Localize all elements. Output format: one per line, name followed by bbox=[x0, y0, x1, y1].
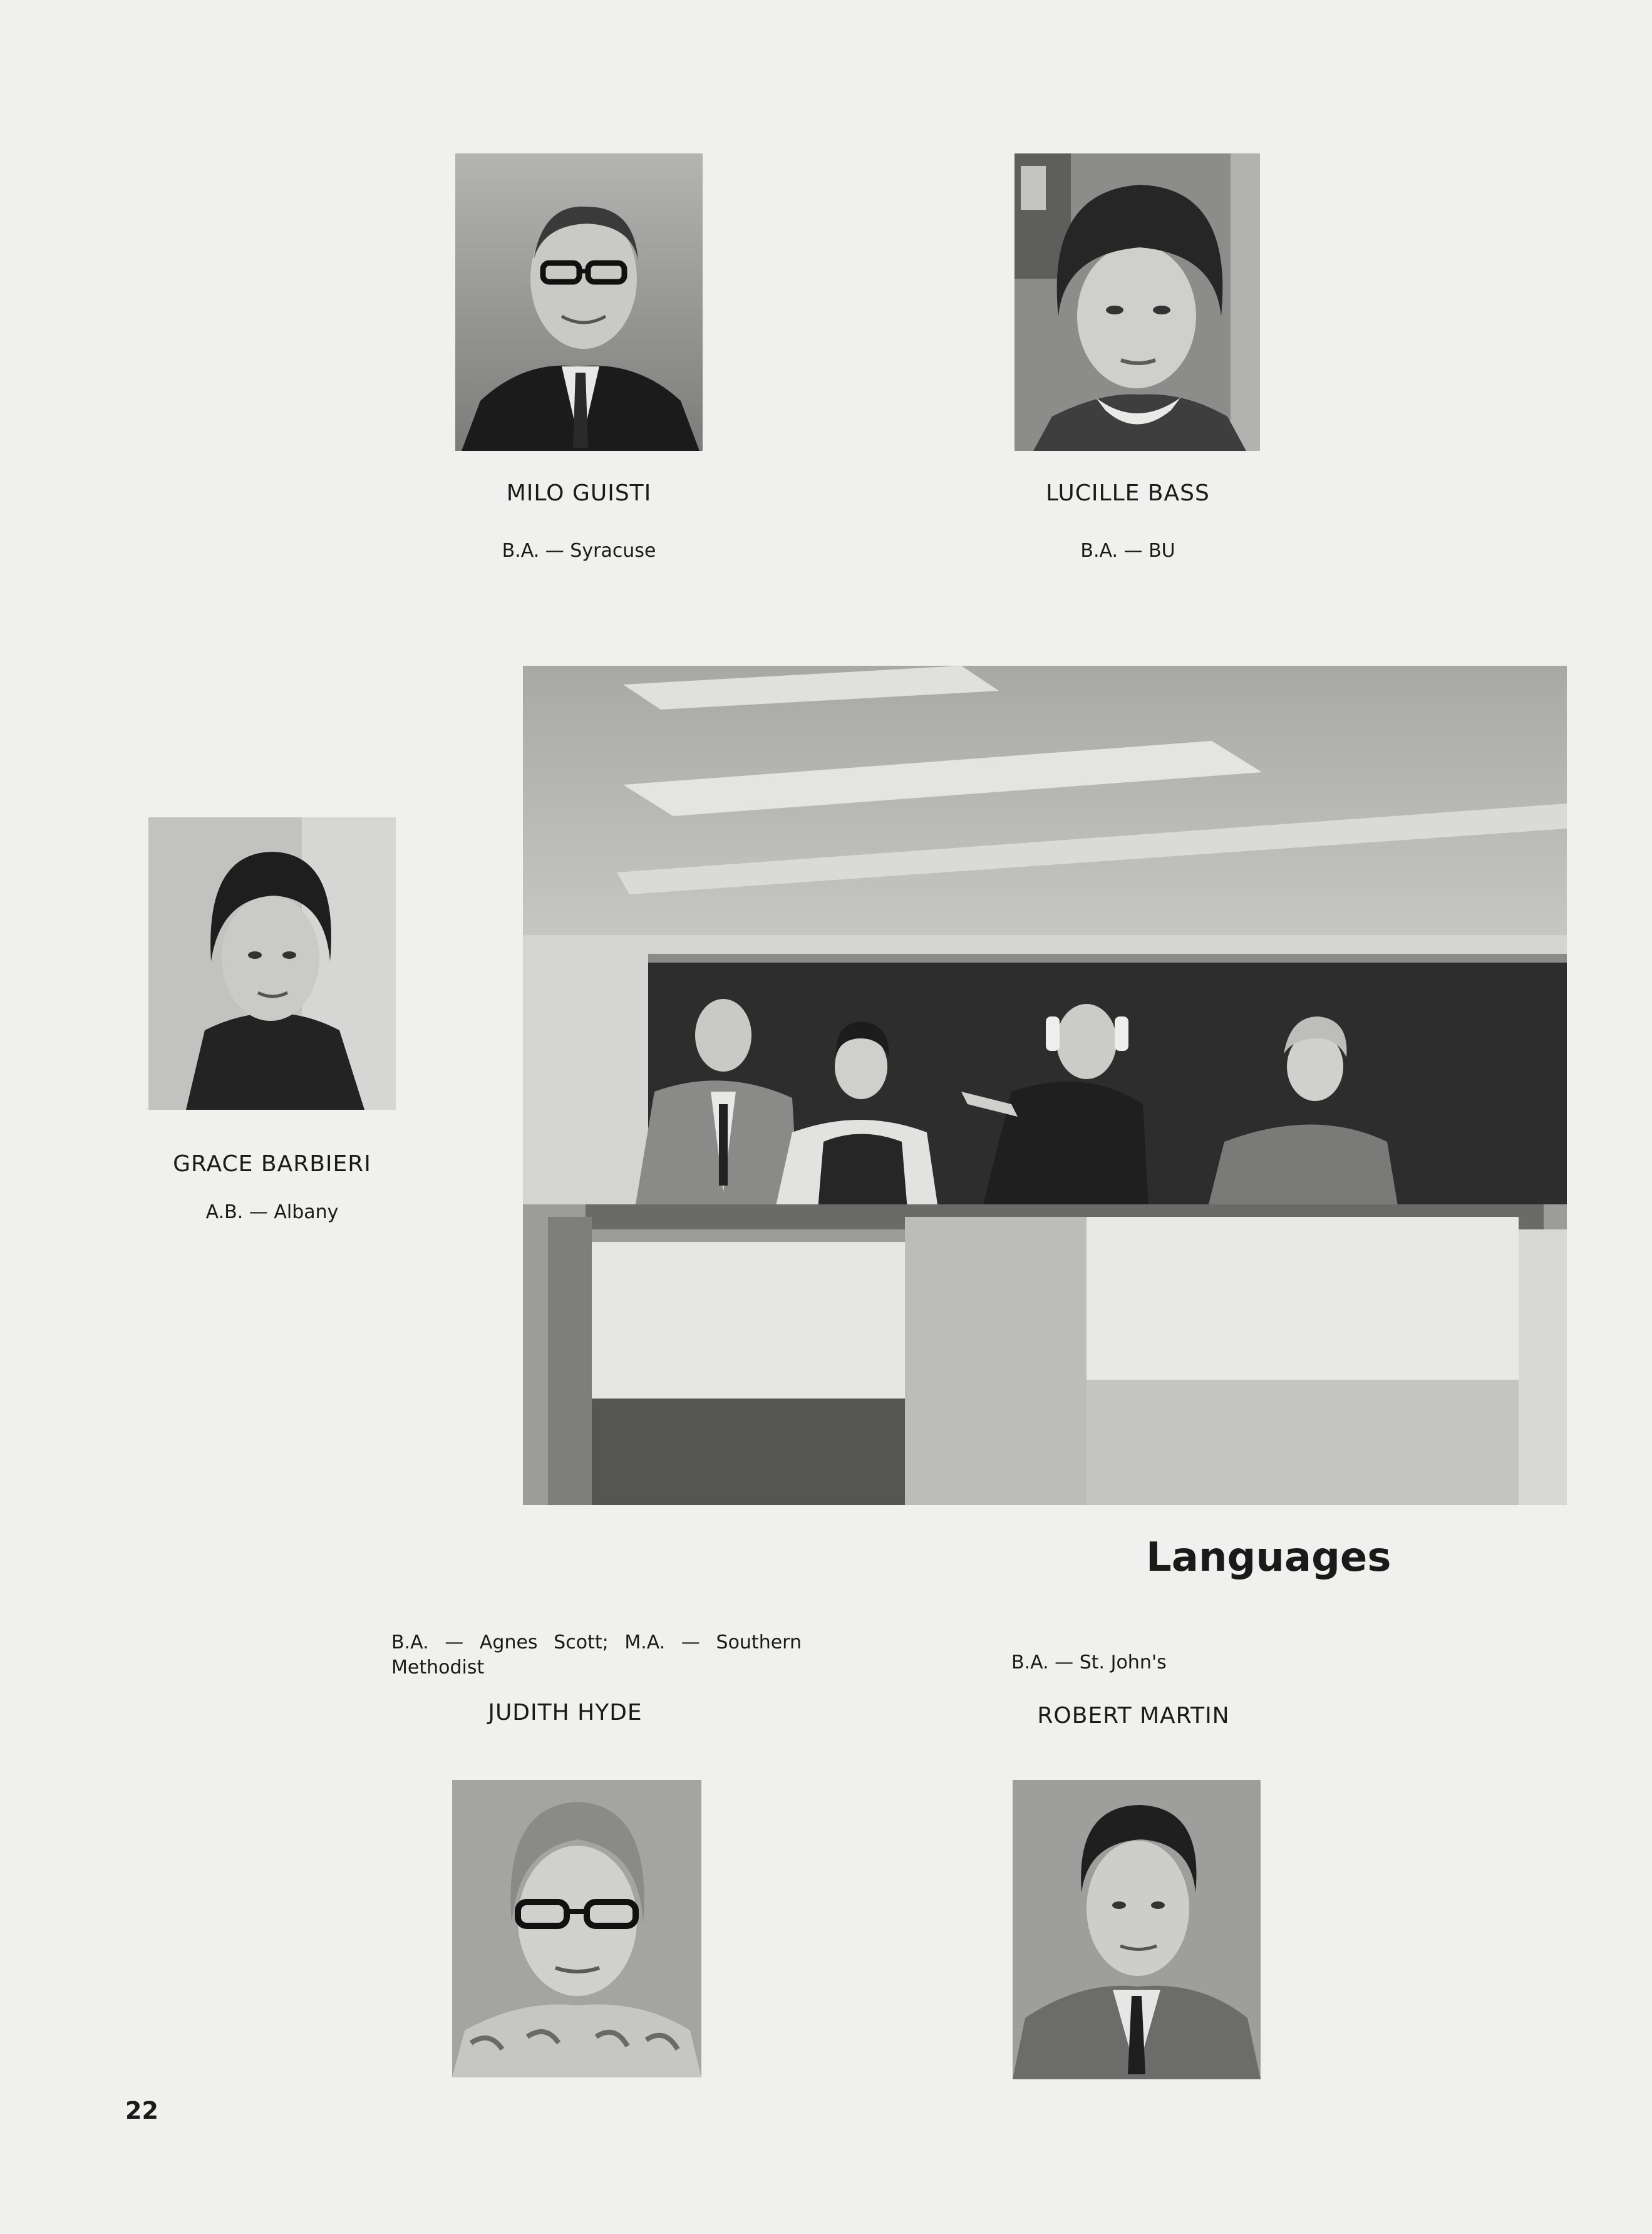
faculty-degree: B.A. — Agnes Scott; M.A. — Southern Methodist bbox=[391, 1632, 802, 1678]
faculty-degree: B.A. — BU bbox=[1080, 540, 1175, 562]
faculty-degree: B.A. — St. John's bbox=[1011, 1652, 1167, 1673]
portrait-lucille-bass bbox=[1014, 153, 1260, 451]
language-lab-group-photo bbox=[523, 666, 1567, 1505]
page-number: 22 bbox=[125, 2097, 158, 2124]
portrait-milo-guisti bbox=[455, 153, 703, 451]
faculty-name: GRACE BARBIERI bbox=[173, 1151, 371, 1177]
portrait-judith-hyde bbox=[452, 1780, 701, 2077]
portrait-grace-barbieri bbox=[148, 817, 396, 1110]
faculty-name: LUCILLE BASS bbox=[1046, 480, 1210, 506]
faculty-name: MILO GUISTI bbox=[506, 480, 652, 506]
faculty-name: JUDITH HYDE bbox=[488, 1700, 643, 1725]
faculty-name: ROBERT MARTIN bbox=[1037, 1703, 1230, 1729]
portrait-robert-martin bbox=[1013, 1780, 1261, 2079]
faculty-degree: B.A. — Syracuse bbox=[502, 540, 656, 562]
section-title: Languages bbox=[1146, 1534, 1391, 1581]
faculty-degree: A.B. — Albany bbox=[205, 1201, 339, 1223]
